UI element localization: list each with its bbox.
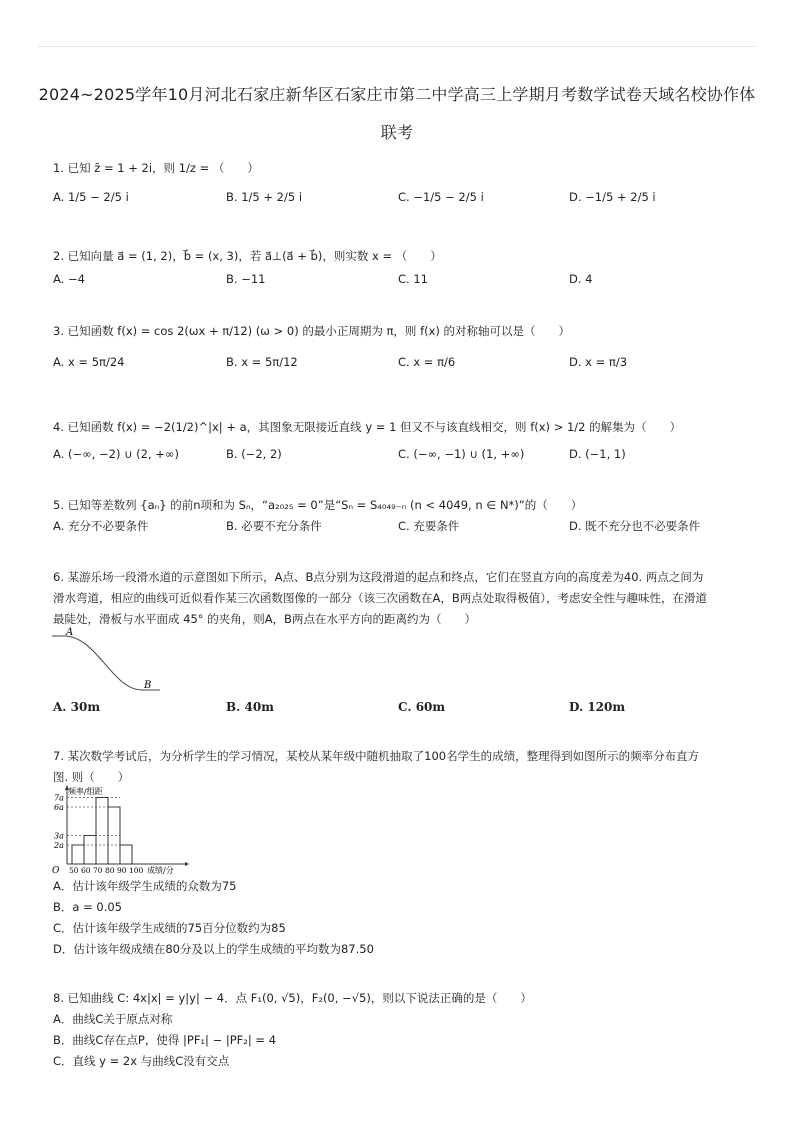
question-5-option-c[interactable]: C. 充要条件	[398, 519, 460, 533]
question-6-option-d[interactable]: D. 120m	[569, 700, 626, 714]
question-1-option-d[interactable]: D. −1/5 + 2/5 i	[569, 190, 656, 204]
y-tick-3a: 3a	[54, 831, 64, 841]
question-7-line-1: 7. 某次数学考试后，为分析学生的学习情况，某校从某年级中随机抽取了100名学生的成绩，整理得到如图所示的频率分布直方	[53, 749, 700, 763]
origin-label: O	[52, 866, 60, 876]
question-2	[53, 248, 442, 264]
question-2-option-d[interactable]: D. 4	[569, 272, 593, 286]
point-b-label: B	[144, 680, 152, 691]
question-6-option-b[interactable]: B. 40m	[226, 700, 274, 714]
x-tick-60: 60	[81, 866, 91, 875]
question-4-option-a[interactable]: A. (−∞, −2) ∪ (2, +∞)	[53, 447, 179, 461]
question-7-option-b[interactable]: B．a = 0.05	[53, 900, 122, 914]
x-axis-arrow	[185, 862, 189, 866]
question-6-line-1: 6. 某游乐场一段滑水道的示意图如下所示，A点、B点分别为这段滑道的起点和终点，它们在竖直方向的高度差为40. 两点之间为	[53, 570, 704, 584]
question-2-option-c[interactable]: C. 11	[398, 272, 428, 286]
question-6-line-3: 最陡处，滑板与水平面成 45° 的夹角，则A，B两点在水平方向的距离约为（ ）	[53, 612, 476, 626]
question-7-options	[53, 876, 374, 960]
question-5-option-d[interactable]: D. 既不充分也不必要条件	[569, 519, 701, 533]
question-5-option-b[interactable]: B. 必要不充分条件	[226, 519, 322, 533]
frequency-histogram	[50, 784, 200, 876]
question-3-option-a[interactable]: A. x = 5π/24	[53, 355, 125, 369]
histogram-bar-3	[96, 798, 108, 865]
question-3	[53, 323, 570, 339]
question-2-option-b[interactable]: B. −11	[226, 272, 266, 286]
question-7-option-c[interactable]: C．估计该年级学生成绩的75百分位数约为85	[53, 921, 286, 935]
question-4-option-b[interactable]: B. (−2, 2)	[226, 447, 282, 461]
question-8-options	[53, 1009, 276, 1072]
question-3-option-d[interactable]: D. x = π/3	[569, 355, 628, 369]
question-8-stem: 8. 已知曲线 C: 4x|x| = y|y| − 4．点 F₁(0, √5)，F₂(0, −√5)，则以下说法正确的是（ ）	[53, 991, 532, 1005]
question-5-stem: 5. 已知等差数列 {aₙ} 的前n项和为 Sₙ，“a₂₀₂₅ = 0”是“Sₙ = S₄₀₄₉₋ₙ (n < 4049, n ∈ N*)”的（ ）	[53, 498, 583, 512]
question-8	[53, 990, 532, 1006]
x-tick-100: 100	[129, 866, 144, 875]
question-3-option-b[interactable]: B. x = 5π/12	[226, 355, 298, 369]
question-1	[53, 160, 259, 176]
question-7-option-a[interactable]: A．估计该年级学生成绩的众数为75	[53, 879, 237, 893]
question-4-option-c[interactable]: C. (−∞, −1) ∪ (1, +∞)	[398, 447, 525, 461]
question-1-option-c[interactable]: C. −1/5 − 2/5 i	[398, 190, 484, 204]
histogram-bar-2	[84, 836, 96, 865]
y-tick-7a: 7a	[54, 793, 64, 803]
question-1-option-b[interactable]: B. 1/5 + 2/5 i	[226, 190, 303, 204]
x-axis-label: 成绩/分	[147, 866, 174, 875]
question-3-stem: 3. 已知函数 f(x) = cos 2(ωx + π/12) (ω > 0) 的最小正周期为 π，则 f(x) 的对称轴可以是（ ）	[53, 324, 571, 338]
question-8-option-a[interactable]: A．曲线C关于原点对称	[53, 1012, 173, 1026]
question-6-option-a[interactable]: A. 30m	[53, 700, 101, 714]
title-line-2: 联考	[380, 123, 414, 142]
question-4-stem: 4. 已知函数 f(x) = −2(1/2)^|x| + a，其图象无限接近直线 y = 1 但又不与该直线相交，则 f(x) > 1/2 的解集为（ ）	[53, 420, 682, 434]
question-4	[53, 419, 681, 435]
histogram-bar-1	[72, 845, 84, 864]
slide-curve	[64, 636, 142, 690]
x-tick-50: 50	[69, 866, 79, 875]
top-divider	[38, 46, 756, 47]
x-tick-90: 90	[117, 866, 127, 875]
page-title	[30, 76, 764, 152]
question-8-option-b[interactable]: B．曲线C存在点P，使得 |PF₁| − |PF₂| = 4	[53, 1033, 277, 1047]
title-line-1: 2024~2025学年10月河北石家庄新华区石家庄市第二中学高三上学期月考数学试卷天域名校协作体	[38, 85, 756, 104]
question-8-option-c[interactable]: C．直线 y = 2x 与曲线C没有交点	[53, 1054, 230, 1068]
point-a-label: A	[66, 627, 74, 638]
question-5-option-a[interactable]: A. 充分不必要条件	[53, 519, 149, 533]
y-axis-label: 频率/组距	[68, 787, 103, 796]
question-7	[53, 746, 699, 788]
question-7-line-2: 图. 则（ ）	[53, 770, 130, 784]
x-tick-80: 80	[105, 866, 115, 875]
question-4-option-d[interactable]: D. (−1, 1)	[569, 447, 626, 461]
question-5	[53, 497, 582, 513]
histogram-bar-5	[120, 845, 132, 864]
question-6-option-c[interactable]: C. 60m	[398, 700, 446, 714]
y-tick-6a: 6a	[54, 803, 64, 812]
question-6-line-2: 滑水弯道，相应的曲线可近似看作某三次函数图像的一部分（该三次函数在A，B两点处取得极值），考虑安全性与趣味性，在滑道	[53, 591, 707, 605]
question-1-option-a[interactable]: A. 1/5 − 2/5 i	[53, 190, 129, 204]
y-tick-2a: 2a	[54, 841, 64, 850]
question-1-stem: 1. 已知 z̄ = 1 + 2i，则 1/z = （ ）	[53, 161, 259, 175]
question-6	[53, 567, 707, 630]
x-tick-70: 70	[93, 866, 103, 875]
question-2-stem: 2. 已知向量 a⃗ = (1, 2)，b⃗ = (x, 3)，若 a⃗⊥(a⃗ + b⃗)，则实数 x = （ ）	[53, 249, 442, 263]
histogram-bar-4	[108, 807, 120, 864]
question-2-option-a[interactable]: A. −4	[53, 272, 85, 286]
slide-curve-diagram	[52, 626, 164, 698]
question-3-option-c[interactable]: C. x = π/6	[398, 355, 456, 369]
question-7-option-d[interactable]: D．估计该年级成绩在80分及以上的学生成绩的平均数为87.50	[53, 942, 374, 956]
